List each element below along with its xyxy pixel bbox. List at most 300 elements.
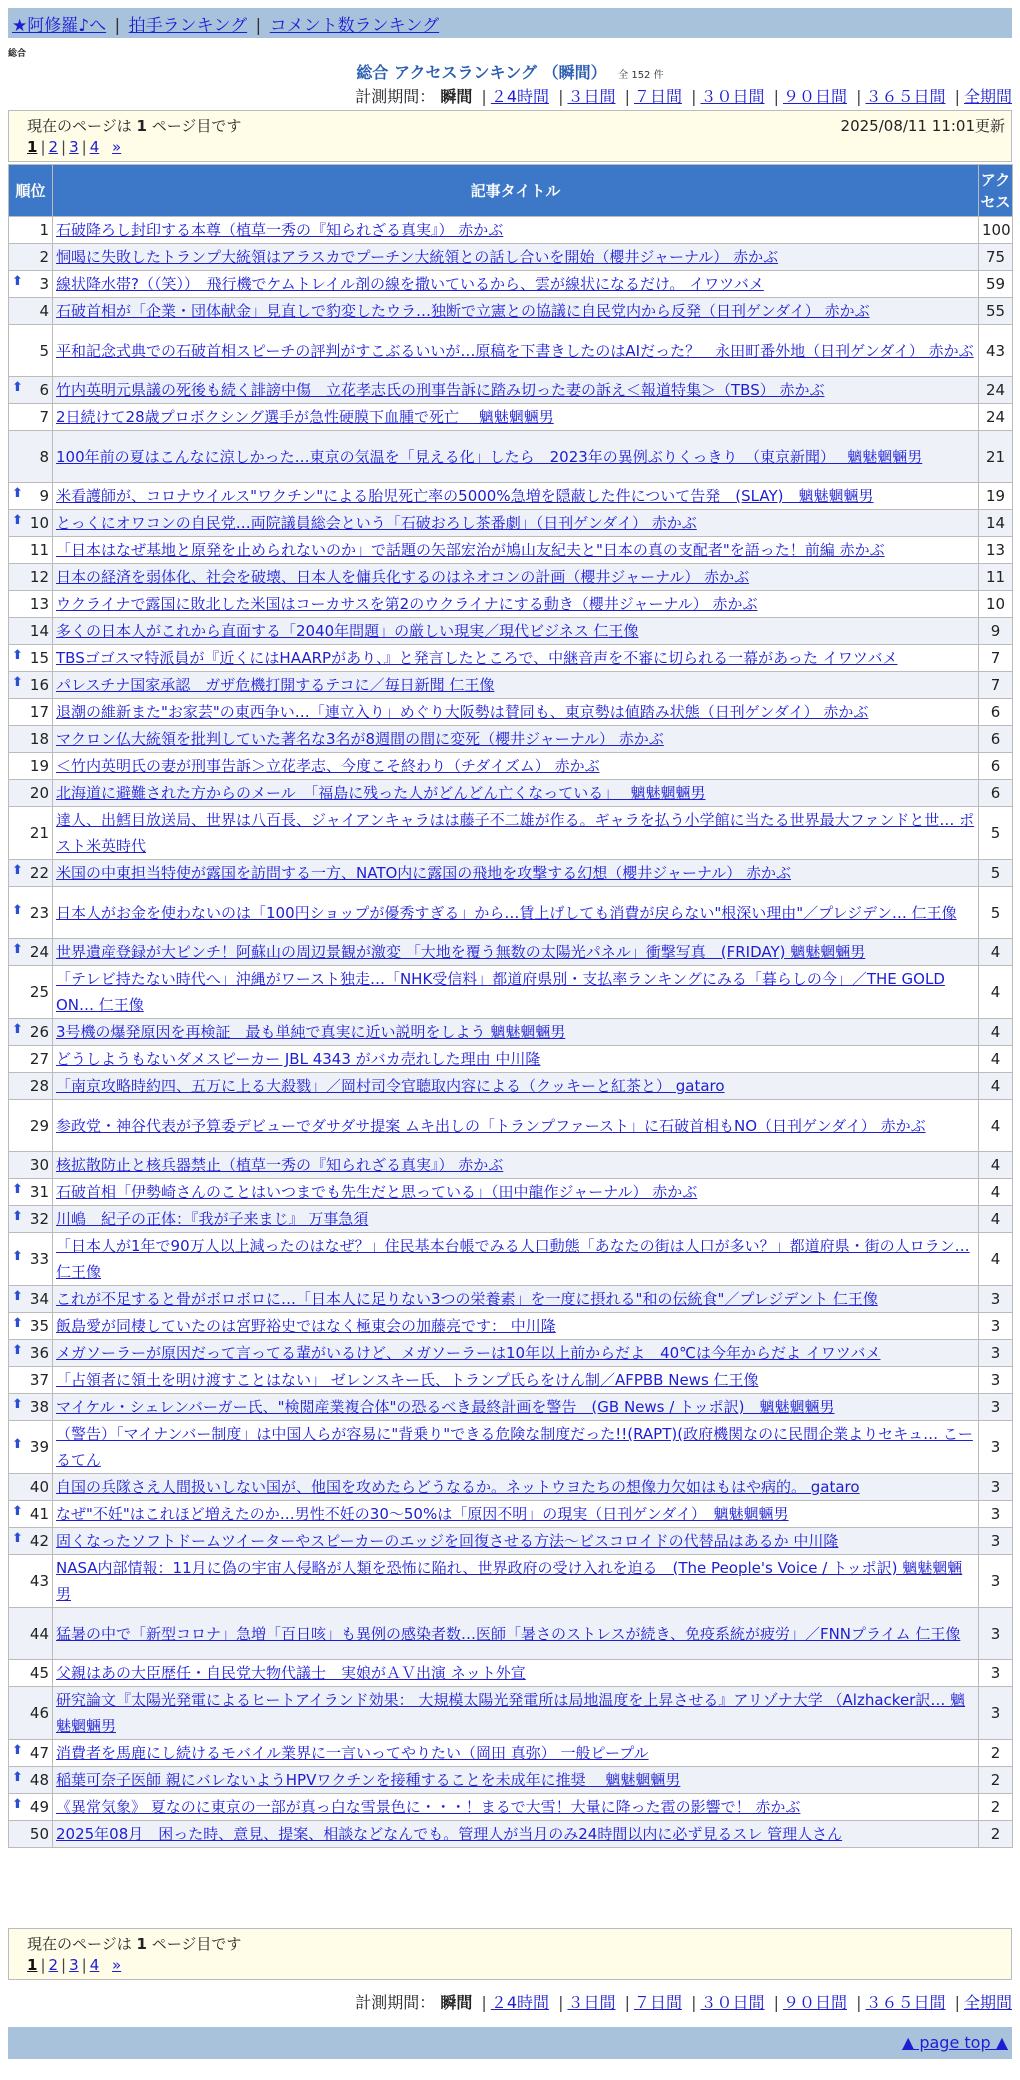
access-count: 3 (979, 1340, 1013, 1367)
title-cell (53, 1474, 979, 1501)
rank-cell (9, 753, 53, 780)
article-link[interactable]: 竹内英明元県議の死後も続く誹謗中傷 立花孝志氏の刑事告訴に踏み切った妻の訴え＜報道特集＞（TBS） 赤かぶ (56, 381, 825, 399)
rank-number: 13 (29, 595, 49, 613)
rank-cell (9, 1794, 53, 1821)
article-link[interactable]: 稲葉可奈子医師 親にバレないようHPVワクチンを接種することを未成年に推奨 魑魅魍魎男 (56, 1771, 681, 1789)
rank-number: 26 (29, 1023, 49, 1041)
footer-bar (8, 2027, 1012, 2059)
title-cell (53, 1421, 979, 1474)
rank-cell (9, 591, 53, 618)
title-cell (53, 1767, 979, 1794)
title-cell (53, 1687, 979, 1740)
rank-cell (9, 1608, 53, 1660)
rank-number: 24 (29, 943, 49, 961)
rank-number: 41 (29, 1505, 49, 1523)
table-row (9, 483, 1013, 510)
title-cell (53, 1286, 979, 1313)
access-count: 6 (979, 753, 1013, 780)
article-link[interactable]: 川嶋 紀子の正体：『我が子来まじ』 万事急須 (56, 1210, 369, 1228)
access-count: 7 (979, 645, 1013, 672)
table-row (9, 537, 1013, 564)
updated-time: 2025/08/11 11:01更新 (840, 117, 1005, 135)
access-count: 24 (979, 377, 1013, 404)
article-link[interactable]: （警告）「マイナンバー制度」は中国人らが容易に"背乗り"できる危険な制度だった!!(RAPT)(政府機関なのに民間企業よりセキュ… こーるてん (56, 1425, 973, 1469)
table-row (9, 939, 1013, 966)
pager-top (8, 110, 1012, 162)
table-row (9, 1100, 1013, 1152)
rank-number: 23 (29, 903, 49, 922)
up-arrow-icon: ⬆ (12, 1770, 23, 1785)
article-link[interactable]: 《異常気象》 夏なのに東京の一部が真っ白な雪景色に・・・！まるで大雪！大量に降った雹の影響で！ 赤かぶ (56, 1798, 801, 1816)
table-row (9, 1608, 1013, 1660)
article-link[interactable]: パレスチナ国家承認 ガザ危機打開するテコに／毎日新聞 仁王像 (56, 676, 495, 694)
article-link[interactable]: 2日続けて28歳プロボクシング選手が急性硬膜下血腫で死亡 魑魅魍魎男 (56, 408, 554, 426)
title-cell (53, 1821, 979, 1848)
table-row (9, 1687, 1013, 1740)
rank-number: 16 (29, 676, 49, 694)
title-cell (53, 271, 979, 298)
table-row (9, 1019, 1013, 1046)
article-link[interactable]: どうしようもないダメスピーカー JBL 4343 がバカ売れした理由 中川隆 (56, 1050, 541, 1068)
rank-number: 47 (29, 1744, 49, 1762)
rank-cell (9, 377, 53, 404)
rank-number: 11 (29, 541, 49, 559)
title-cell (53, 753, 979, 780)
rank-cell (9, 431, 53, 483)
rank-number: 49 (29, 1798, 49, 1816)
rank-number: 12 (29, 568, 49, 586)
article-link[interactable]: とっくにオワコンの自民党…両院議員総会という「石破おろし茶番劇」（日刊ゲンダイ） 赤かぶ (56, 514, 697, 532)
rank-cell (9, 483, 53, 510)
title-cell (53, 483, 979, 510)
article-link[interactable]: 退潮の維新また"お家芸"の東西争い…「連立入り」めぐり大阪勢は賛同も、東京勢は値踏み状態（日刊ゲンダイ） 赤かぶ (56, 703, 869, 721)
title-cell (53, 672, 979, 699)
rank-number: 10 (29, 514, 49, 532)
title-cell (53, 780, 979, 807)
table-row (9, 807, 1013, 860)
period-link-7d[interactable]: ７日間 (633, 87, 682, 106)
article-link[interactable]: 3号機の爆発原因を再検証 最も単純で真実に近い説明をしよう 魑魅魍魎男 (56, 1023, 566, 1041)
article-link[interactable]: TBSゴゴスマ特派員が『近くにはHAARPがあり、』と発言したところで、中継音声を不審に切られる一幕があった イワツバメ (56, 649, 898, 667)
title-cell (53, 1073, 979, 1100)
ranking-table (8, 164, 1013, 1848)
access-count: 3 (979, 1687, 1013, 1740)
title-cell (53, 807, 979, 860)
access-count: 59 (979, 271, 1013, 298)
rank-number: 46 (29, 1704, 49, 1722)
article-link[interactable]: 核拡散防止と核兵器禁止（植草一秀の『知られざる真実』） 赤かぶ (56, 1156, 504, 1174)
rank-number: 38 (29, 1398, 49, 1416)
table-row (9, 1794, 1013, 1821)
rank-number: 43 (29, 1572, 49, 1590)
rank-cell (9, 1687, 53, 1740)
pagination: 1 | 2 | 3 | 4 » (27, 1956, 122, 1974)
article-link[interactable]: これが不足すると骨がボロボロに…「日本人に足りない3つの栄養素」を一度に摂れる"和の伝統食"／プレジデント 仁王像 (56, 1290, 878, 1308)
access-count: 3 (979, 1555, 1013, 1608)
title-cell (53, 1233, 979, 1286)
rank-number: 20 (29, 784, 49, 802)
table-row (9, 618, 1013, 645)
table-row (9, 699, 1013, 726)
rank-cell (9, 1019, 53, 1046)
title-cell (53, 1152, 979, 1179)
access-count: 4 (979, 939, 1013, 966)
access-count: 3 (979, 1528, 1013, 1555)
access-count: 75 (979, 244, 1013, 271)
next-page-link[interactable]: » (112, 138, 122, 156)
table-row (9, 1740, 1013, 1767)
rank-cell (9, 1340, 53, 1367)
period-selector-top: 計測期間： 瞬間 | ２4時間 | ３日間 | ７日間 | ３０日間 | ９０日間 | ３６５日間 | 全期間 (355, 87, 1012, 106)
article-link[interactable]: 100年前の夏はこんなに涼しかった…東京の気温を「見える化」したら 2023年の異例ぶりくっきり （東京新聞） 魑魅魍魎男 (56, 447, 923, 466)
rank-number: 22 (29, 864, 49, 882)
top-nav-bar (8, 8, 1012, 38)
table-row (9, 298, 1013, 325)
rank-number: 32 (29, 1210, 49, 1228)
rank-cell (9, 564, 53, 591)
article-link[interactable]: メガソーラーが原因だって言ってる輩がいるけど、メガソーラーは10年以上前からだよ 40℃は今年からだよ イワツバメ (56, 1344, 881, 1362)
rank-number: 31 (29, 1183, 49, 1201)
rank-cell (9, 1179, 53, 1206)
up-arrow-icon: ⬆ (12, 1249, 23, 1264)
access-count: 10 (979, 591, 1013, 618)
rank-cell (9, 404, 53, 431)
page-info: 現在のページは 1 ページ目です (27, 117, 242, 135)
page-heading (0, 60, 1020, 83)
title-cell (53, 1660, 979, 1687)
title-cell (53, 1046, 979, 1073)
title-cell (53, 1555, 979, 1608)
nav-separator: | (114, 16, 121, 36)
period-link-3d[interactable]: ３日間 (567, 1993, 616, 2012)
rank-cell (9, 298, 53, 325)
rank-cell (9, 939, 53, 966)
period-link-365d[interactable]: ３６５日間 (865, 87, 946, 106)
article-link[interactable]: 猛暑の中で「新型コロナ」急増「百日咳」も異例の感染者数…医師「暑さのストレスが続き、免疫系統が疲労」／FNNプライム 仁王像 (56, 1624, 961, 1643)
rank-cell (9, 780, 53, 807)
title-cell (53, 431, 979, 483)
rank-number: 36 (29, 1344, 49, 1362)
period-link-24h[interactable]: ２4時間 (490, 87, 549, 106)
access-count: 55 (979, 298, 1013, 325)
page-top-link[interactable]: ▲ page top ▲ (901, 2033, 1008, 2052)
article-link[interactable]: 2025年08月 困った時、意見、提案、相談などなんでも。管理人が当月のみ24時間以内に必ず見るスレ 管理人さん (56, 1825, 843, 1843)
title-cell (53, 217, 979, 244)
rank-number: 45 (29, 1664, 49, 1682)
period-current: 瞬間 (440, 87, 473, 106)
comment-ranking-link[interactable]: コメント数ランキング (269, 16, 440, 36)
period-current: 瞬間 (440, 1993, 473, 2012)
rank-number: 15 (29, 649, 49, 667)
article-link[interactable]: 米国の中東担当特使が露国を訪問する一方、NATO内に露国の飛地を攻撃する幻想（櫻井ジャーナル） 赤かぶ (56, 864, 792, 882)
article-link[interactable]: 石破降ろし封印する本尊（植草一秀の『知られざる真実』） 赤かぶ (56, 221, 504, 239)
article-link[interactable]: 研究論文『太陽光発電によるヒートアイランド効果： 大規模太陽光発電所は局地温度を上昇させる』アリゾナ大学 （Alzhacker訳… 魑魅魍魎男 (56, 1691, 966, 1735)
title-cell (53, 1313, 979, 1340)
up-arrow-icon: ⬆ (12, 274, 23, 289)
rank-cell (9, 1100, 53, 1152)
rank-cell (9, 1367, 53, 1394)
period-label: 計測期間： (355, 87, 436, 106)
rank-cell (9, 887, 53, 939)
table-row (9, 1233, 1013, 1286)
rank-cell (9, 1528, 53, 1555)
table-row (9, 645, 1013, 672)
access-count: 6 (979, 699, 1013, 726)
table-row (9, 271, 1013, 298)
access-count: 19 (979, 483, 1013, 510)
period-link-all[interactable]: 全期間 (963, 1993, 1012, 2012)
article-link[interactable]: 飯島愛が同棲していたのは宮野裕史ではなく極東会の加藤亮です： 中川隆 (56, 1317, 556, 1335)
article-link[interactable]: 父親はあの大臣歴任・自民党大物代議士 実娘がＡＶ出演 ネット外宣 (56, 1664, 526, 1682)
up-arrow-icon: ⬆ (12, 1397, 23, 1412)
article-link[interactable]: マイケル・シェレンバーガー氏、"検閲産業複合体"の恐るべき最終計画を警告 (GB News / トッポ訳) 魑魅魍魎男 (56, 1398, 835, 1416)
rank-number: 35 (29, 1317, 49, 1335)
up-arrow-icon: ⬆ (12, 1437, 23, 1452)
access-count: 4 (979, 1073, 1013, 1100)
access-count: 3 (979, 1394, 1013, 1421)
table-row (9, 1286, 1013, 1313)
rank-number: 48 (29, 1771, 49, 1789)
up-arrow-icon: ⬆ (12, 675, 23, 690)
rank-cell (9, 699, 53, 726)
period-link-90d[interactable]: ９０日間 (782, 1993, 847, 2012)
table-row (9, 1340, 1013, 1367)
table-row (9, 244, 1013, 271)
rank-number: 42 (29, 1532, 49, 1550)
article-link[interactable]: 線状降水帯?（（笑）） 飛行機でケムトレイル剤の線を撒いているから、雲が線状になるだけ。 イワツバメ (56, 275, 764, 293)
access-count: 4 (979, 1046, 1013, 1073)
table-row (9, 780, 1013, 807)
access-count: 4 (979, 1206, 1013, 1233)
title-cell (53, 618, 979, 645)
rank-cell (9, 1740, 53, 1767)
applause-ranking-link[interactable]: 拍手ランキング (128, 16, 248, 36)
table-row (9, 1474, 1013, 1501)
up-arrow-icon: ⬆ (12, 1022, 23, 1037)
title-cell (53, 564, 979, 591)
rank-cell (9, 217, 53, 244)
rank-cell (9, 1233, 53, 1286)
title-cell (53, 645, 979, 672)
table-row (9, 1046, 1013, 1073)
table-row (9, 1179, 1013, 1206)
access-count: 7 (979, 672, 1013, 699)
title-cell (53, 510, 979, 537)
table-row (9, 753, 1013, 780)
article-link[interactable]: 参政党・神谷代表が予算委デビューでダサダサ提案 ムキ出しの「トランプファースト」に石破首相もNO（日刊ゲンダイ） 赤かぶ (56, 1116, 926, 1135)
title-cell (53, 1019, 979, 1046)
rank-number: 2 (39, 248, 49, 266)
rank-number: 40 (29, 1478, 49, 1496)
table-row (9, 377, 1013, 404)
rank-number: 50 (29, 1825, 49, 1843)
article-link[interactable]: 達人、出鱈目放送局、世界は八百長、ジャイアンキャラはは藤子不二雄が作る。ギャラを払う小学館に当たる世界最大ファンドと世… ポスト米英時代 (56, 811, 975, 855)
article-link[interactable]: 「日本人が1年で90万人以上減ったのはなぜ？」住民基本台帳でみる人口動態「あなたの街は人口が多い？」都道府県・街の人ロラン… 仁王像 (56, 1237, 970, 1281)
period-link-30d[interactable]: ３０日間 (700, 1993, 765, 2012)
article-link[interactable]: 恫喝に失敗したトランプ大統領はアラスカでプーチン大統領との話し合いを開始（櫻井ジャーナル） 赤かぶ (56, 248, 779, 266)
article-link[interactable]: 平和記念式典での石破首相スピーチの評判がすこぶるいいが…原稿を下書きしたのはAIだった？ 永田町番外地（日刊ゲンダイ） 赤かぶ (56, 341, 974, 360)
rank-number: 30 (29, 1156, 49, 1174)
article-link[interactable]: なぜ"不妊"はこれほど増えたのか…男性不妊の30～50%は「原因不明」の現実（日刊ゲンダイ） 魑魅魍魎男 (56, 1505, 789, 1523)
period-link-90d[interactable]: ９０日間 (782, 87, 847, 106)
rank-cell (9, 1555, 53, 1608)
title-cell (53, 1501, 979, 1528)
page-link-4[interactable]: 4 (89, 1956, 100, 1974)
rank-number: 7 (39, 408, 49, 426)
table-row (9, 564, 1013, 591)
pager-bottom (8, 1928, 1012, 1980)
period-link-24h[interactable]: ２4時間 (490, 1993, 549, 2012)
page-link-3[interactable]: 3 (69, 138, 79, 156)
up-arrow-icon: ⬆ (12, 1316, 23, 1331)
article-link[interactable]: 日本人がお金を使わないのは「100円ショップが優秀すぎる」から…賃上げしても消費が戻らない"根深い理由"／プレジデン… 仁王像 (56, 903, 957, 922)
table-row (9, 591, 1013, 618)
title-cell (53, 1608, 979, 1660)
home-link[interactable]: ★阿修羅♪へ (12, 16, 107, 36)
page-link-2[interactable]: 2 (48, 138, 59, 156)
column-header-access: アクセス (979, 165, 1013, 217)
article-link[interactable]: 石破首相「伊勢崎さんのことはいつまでも先生だと思っている」（田中龍作ジャーナル） 赤かぶ (56, 1183, 698, 1201)
page-link-3[interactable]: 3 (69, 1956, 79, 1974)
access-count: 6 (979, 780, 1013, 807)
rank-cell (9, 726, 53, 753)
rank-number: 9 (39, 487, 49, 505)
access-count: 4 (979, 1233, 1013, 1286)
rank-number: 8 (39, 447, 49, 466)
rank-number: 5 (39, 341, 49, 360)
table-row (9, 1313, 1013, 1340)
access-count: 4 (979, 1179, 1013, 1206)
rank-cell (9, 1660, 53, 1687)
article-link[interactable]: 「占領者に領土を明け渡すことはない」 ゼレンスキー氏、トランプ氏らをけん制／AFPBB News 仁王像 (56, 1371, 759, 1389)
table-row (9, 1821, 1013, 1848)
up-arrow-icon: ⬆ (12, 1343, 23, 1358)
rank-cell (9, 807, 53, 860)
article-link[interactable]: NASA内部情報：11月に偽の宇宙人侵略が人類を恐怖に陥れ、世界政府の受け入れを迫る (The People's Voice / トッポ訳) 魑魅魍魎男 (56, 1559, 963, 1603)
article-link[interactable]: 日本の経済を弱体化、社会を破壊、日本人を傭兵化するのはネオコンの計画（櫻井ジャーナル） 赤かぶ (56, 568, 750, 586)
rank-cell (9, 1474, 53, 1501)
up-arrow-icon: ⬆ (12, 513, 23, 528)
table-row (9, 217, 1013, 244)
page-title: 総合 アクセスランキング （瞬間） (356, 63, 607, 82)
rank-cell (9, 860, 53, 887)
access-count: 43 (979, 325, 1013, 377)
access-count: 3 (979, 1286, 1013, 1313)
table-row (9, 966, 1013, 1019)
article-link[interactable]: 米看護師が、コロナウイルス"ワクチン"による胎児死亡率の5000%急増を隠蔽した件について告発 (SLAY) 魑魅魍魎男 (56, 487, 874, 505)
article-link[interactable]: ＜竹内英明氏の妻が刑事告訴＞立花孝志、今度こそ終わり（チダイズム） 赤かぶ (56, 757, 600, 775)
access-count: 21 (979, 431, 1013, 483)
total-count: 全 152 件 (618, 70, 664, 81)
rank-number: 6 (39, 381, 49, 399)
article-link[interactable]: 「テレビ持たない時代へ」沖縄がワースト独走…「NHK受信料」都道府県別・支払率ランキングにみる「暮らしの今」／THE GOLD ON… 仁王像 (56, 970, 945, 1014)
article-link[interactable]: 「南京攻略時約四、五万に上る大殺戮」／岡村司令官聴取内容による（クッキーと紅茶と） gataro (56, 1077, 725, 1095)
title-cell (53, 1794, 979, 1821)
article-link[interactable]: マクロン仏大統領を批判していた著名な3名が8週間の間に変死（櫻井ジャーナル） 赤かぶ (56, 730, 664, 748)
access-count: 6 (979, 726, 1013, 753)
period-selector-bottom: 計測期間： 瞬間 | ２4時間 | ３日間 | ７日間 | ３０日間 | ９０日間 | ３６５日間 | 全期間 (355, 1993, 1012, 2012)
rank-cell (9, 1501, 53, 1528)
table-row (9, 1152, 1013, 1179)
period-link-all[interactable]: 全期間 (963, 87, 1012, 106)
page-link-current[interactable]: 1 (27, 138, 38, 156)
rank-cell (9, 1394, 53, 1421)
up-arrow-icon: ⬆ (12, 902, 23, 918)
article-link[interactable]: 石破首相が「企業・団体献金」見直しで豹変したウラ…独断で立憲との協議に自民党内から反発（日刊ゲンダイ） 赤かぶ (56, 302, 870, 320)
up-arrow-icon: ⬆ (12, 1531, 23, 1546)
up-arrow-icon: ⬆ (12, 942, 23, 957)
period-link-30d[interactable]: ３０日間 (700, 87, 765, 106)
title-cell (53, 1340, 979, 1367)
up-arrow-icon: ⬆ (12, 1182, 23, 1197)
article-link[interactable]: 北海道に避難された方からのメール 「福島に残った人がどんどん亡くなっている」 魑魅魍魎男 (56, 784, 706, 802)
period-link-3d[interactable]: ３日間 (567, 87, 616, 106)
up-arrow-icon: ⬆ (12, 648, 23, 663)
access-count: 3 (979, 1367, 1013, 1394)
access-count: 100 (979, 217, 1013, 244)
title-cell (53, 298, 979, 325)
access-count: 4 (979, 1152, 1013, 1179)
nav-separator: | (255, 16, 262, 36)
article-link[interactable]: 多くの日本人がこれから直面する「2040年問題」の厳しい現実／現代ビジネス 仁王像 (56, 622, 639, 640)
rank-number: 37 (29, 1371, 49, 1389)
period-link-365d[interactable]: ３６５日間 (865, 1993, 946, 2012)
page-link-current[interactable]: 1 (27, 1956, 38, 1974)
title-cell (53, 726, 979, 753)
table-row (9, 1206, 1013, 1233)
title-cell (53, 1100, 979, 1152)
period-link-7d[interactable]: ７日間 (633, 1993, 682, 2012)
table-row (9, 887, 1013, 939)
rank-cell (9, 510, 53, 537)
access-count: 2 (979, 1767, 1013, 1794)
up-arrow-icon: ⬆ (12, 1797, 23, 1812)
up-arrow-icon: ⬆ (12, 1504, 23, 1519)
rank-cell (9, 1421, 53, 1474)
table-row (9, 431, 1013, 483)
article-link[interactable]: 「日本はなぜ基地と原発を止められないのか」で話題の矢部宏治が鳩山友紀夫と"日本の真の支配者"を語った！前編 赤かぶ (56, 541, 885, 559)
next-page-link[interactable]: » (112, 1956, 122, 1974)
article-link[interactable]: 世界遺産登録が大ピンチ！阿蘇山の周辺景観が激変 「大地を覆う無数の太陽光パネル」衝撃写真 (FRIDAY) 魑魅魍魎男 (56, 943, 866, 961)
rank-number: 39 (29, 1438, 49, 1456)
rank-number: 4 (39, 302, 49, 320)
up-arrow-icon: ⬆ (12, 863, 23, 878)
page-link-4[interactable]: 4 (89, 138, 100, 156)
page-link-2[interactable]: 2 (48, 1956, 59, 1974)
rank-number: 19 (29, 757, 49, 775)
rank-cell (9, 618, 53, 645)
table-row (9, 1767, 1013, 1794)
access-count: 3 (979, 1313, 1013, 1340)
up-arrow-icon: ⬆ (12, 486, 23, 501)
rank-cell (9, 1821, 53, 1848)
article-link[interactable]: 自国の兵隊さえ人間扱いしない国が、他国を攻めたらどうなるか。ネットウヨたちの想像力欠如はもはや病的。 gataro (56, 1478, 860, 1496)
table-row (9, 672, 1013, 699)
access-count: 2 (979, 1794, 1013, 1821)
rank-cell (9, 1206, 53, 1233)
table-row (9, 404, 1013, 431)
table-row (9, 1073, 1013, 1100)
table-row (9, 1394, 1013, 1421)
rank-cell (9, 966, 53, 1019)
rank-cell (9, 325, 53, 377)
article-link[interactable]: ウクライナで露国に敗北した米国はコーカサスを第2のウクライナにする動き（櫻井ジャーナル） 赤かぶ (56, 595, 758, 613)
article-link[interactable]: 固くなったソフトドームツイーターやスピーカーのエッジを回復させる方法～ビスコロイドの代替品はあるか 中川隆 (56, 1532, 839, 1550)
table-row (9, 726, 1013, 753)
article-link[interactable]: 消費者を馬鹿にし続けるモバイル業界に一言いってやりたい（岡田 真弥） 一般ピープル (56, 1744, 649, 1762)
rank-cell (9, 1152, 53, 1179)
table-row (9, 1555, 1013, 1608)
